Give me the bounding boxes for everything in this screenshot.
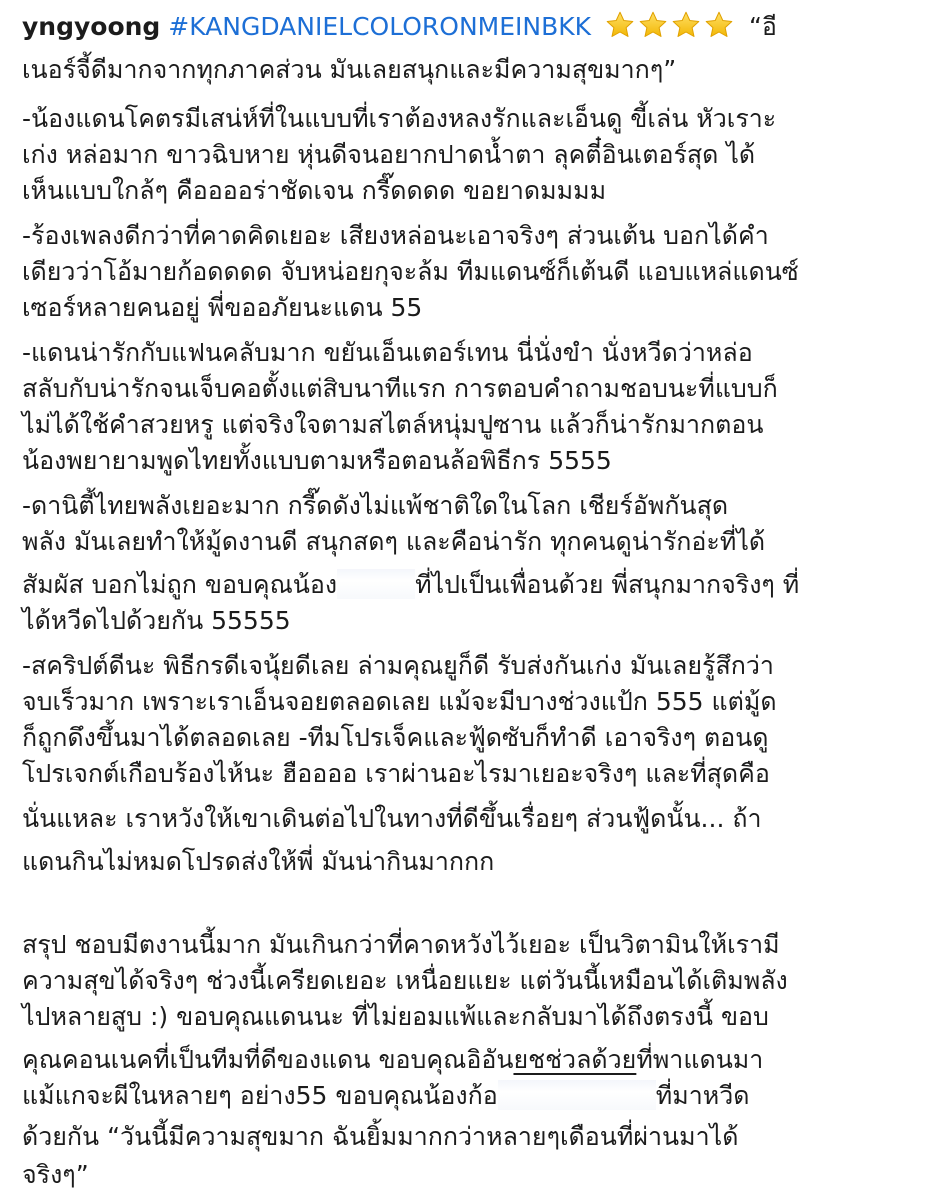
caption-line: ก็ถูกดึงขึ้นมาได้ตลอดเลย -ทีมโปรเจ็คและฟู้ดซับก็ทำดี เอาจริงๆ ตอนดู bbox=[22, 723, 769, 752]
caption-line: นั่นแหละ เราหวังให้เขาเดินต่อไปในทางที่ดีขึ้นเรื่อยๆ ส่วนฟู้ดนั้น... ถ้า bbox=[22, 804, 762, 833]
caption-line: เดียวว่าโอ้มายก้อดดดด จับหน่อยกุจะล้ม ทีมแดนซ์ก็เต้นดี แอบแหล่แดนซ์ bbox=[22, 257, 799, 286]
caption-text: แม้แกจะผีในหลายๆ อย่าง55 ขอบคุณน้องก้อ bbox=[22, 1081, 498, 1110]
caption-line bbox=[22, 1041, 763, 1079]
caption-line: ไปหลายสูบ :) ขอบคุณแดนนะ ที่ไม่ยอมแพ้และกลับมาได้ถึงตรงนี้ ขอบ bbox=[22, 1002, 769, 1031]
caption-line: เซอร์หลายคนอยู่ พี่ขออภัยนะแดน 55 bbox=[22, 293, 423, 322]
caption-line: -สคริปต์ดีนะ พิธีกรดีเจนุ้ยดีเลย ล่ามคุณยูก็ดี รับส่งกันเก่ง มันเลยรู้สึกว่า bbox=[22, 651, 774, 680]
caption-line: จริงๆ” bbox=[22, 1160, 89, 1189]
caption-line: -ดานิตี้ไทยพลังเยอะมาก กรี๊ดดังไม่แพ้ชาติใดในโลก เชียร์อัพกันสุด bbox=[22, 491, 729, 520]
caption-text: คุณคอนเนคที่เป็นทีมที่ดีของแดน ขอบคุณอิอัน bbox=[22, 1045, 514, 1074]
caption-line: ความสุขได้จริงๆ ช่วงนี้เครียดเยอะ เหนื่อยแยะ แต่วันนี้เหมือนได้เติมพลัง bbox=[22, 966, 788, 995]
caption-line: ด้วยกัน “วันนี้มีความสุขมาก ฉันยิ้มมากกว่าหลายๆเดือนที่ผ่านมาได้ bbox=[22, 1122, 739, 1151]
caption-line: สลับกับน่ารักจนเจ็บคอตั้งแต่สิบนาทีแรก การตอบคำถามชอบนะที่แบบก็ bbox=[22, 374, 778, 403]
caption-line bbox=[22, 1077, 750, 1115]
star-icon bbox=[605, 10, 635, 40]
caption-line: ไม่ได้ใช้คำสวยหรู แต่จริงใจตามสไตล์หนุ่มปูซาน แล้วก็น่ารักมากตอน bbox=[22, 410, 764, 439]
caption-line: สรุป ชอบมีตงานนี้มาก มันเกินกว่าที่คาดหวังไว้เยอะ เป็นวิตามินให้เรามี bbox=[22, 930, 780, 959]
caption-line: พลัง มันเลยทำให้มู้ดงานดี สนุกสดๆ และคือน่ารัก ทุกคนดูน่ารักอ่ะที่ได้ bbox=[22, 527, 766, 556]
caption-line: น้องพยายามพูดไทยทั้งแบบตามหรือตอนล้อพิธีกร 5555 bbox=[22, 446, 612, 475]
caption-line: ได้หวีดไปด้วยกัน 55555 bbox=[22, 606, 291, 635]
caption-text: สัมผัส บอกไม่ถูก ขอบคุณน้อง bbox=[22, 570, 338, 599]
caption-text: ที่ไปเป็นเพื่อนด้วย พี่สนุกมากจริงๆ ที่ bbox=[415, 570, 800, 599]
caption-line: -แดนน่ารักกับแฟนคลับมาก ขยันเอ็นเตอร์เทน นี่นั่งขำ นั่งหวีดว่าหล่อ bbox=[22, 338, 753, 367]
star-icon bbox=[638, 10, 668, 40]
caption-line: เห็นแบบใกล้ๆ คืออออร่าชัดเจน กรี๊ดดดด ขอยาดมมมม bbox=[22, 176, 607, 205]
caption-text: ที่พาแดนมา bbox=[636, 1045, 764, 1074]
caption-text: ที่มาหวีด bbox=[655, 1081, 750, 1110]
hashtag-link[interactable]: #KANGDANIELCOLORONMEINBKK bbox=[168, 12, 592, 41]
caption-line: เนอร์จี้ดีมากจากทุกภาคส่วน มันเลยสนุกและมีความสุขมากๆ” bbox=[22, 55, 677, 84]
redacted-block bbox=[337, 569, 415, 599]
caption-line: โปรเจกต์เกือบร้องไห้นะ ฮืออออ เราผ่านอะไรมาเยอะจริงๆ และที่สุดคือ bbox=[22, 759, 770, 788]
caption-line bbox=[22, 8, 777, 46]
caption-line bbox=[22, 566, 799, 604]
username-link[interactable]: yngyoong bbox=[22, 12, 161, 41]
caption-line: -น้องแดนโคตรมีเสน่ห์ที่ในแบบที่เราต้องหลงรักและเอ็นดู ขี้เล่น หัวเราะ bbox=[22, 104, 777, 133]
caption-text: “อี bbox=[748, 12, 777, 41]
star-icon bbox=[704, 10, 734, 40]
underlined-text: ยชช่วลด้วย bbox=[513, 1045, 637, 1074]
caption-line: เก่ง หล่อมาก ขาวฉิบหาย หุ่นดีจนอยากปาดน้ำตา ลุคตี๋อินเตอร์สุด ได้ bbox=[22, 140, 756, 169]
caption-line: -ร้องเพลงดีกว่าที่คาดคิดเยอะ เสียงหล่อนะเอาจริงๆ ส่วนเต้น บอกได้คำ bbox=[22, 221, 769, 250]
post-caption bbox=[22, 0, 912, 1200]
star-icon bbox=[671, 10, 701, 40]
star-rating bbox=[605, 9, 737, 47]
caption-line: แดนกินไม่หมดโปรดส่งให้พี่ มันน่ากินมากกก bbox=[22, 847, 495, 876]
redacted-block bbox=[498, 1080, 656, 1110]
caption-line: จบเร็วมาก เพราะเราเอ็นจอยตลอดเลย แม้จะมีบางช่วงแป้ก 555 แต่มู้ด bbox=[22, 687, 777, 716]
